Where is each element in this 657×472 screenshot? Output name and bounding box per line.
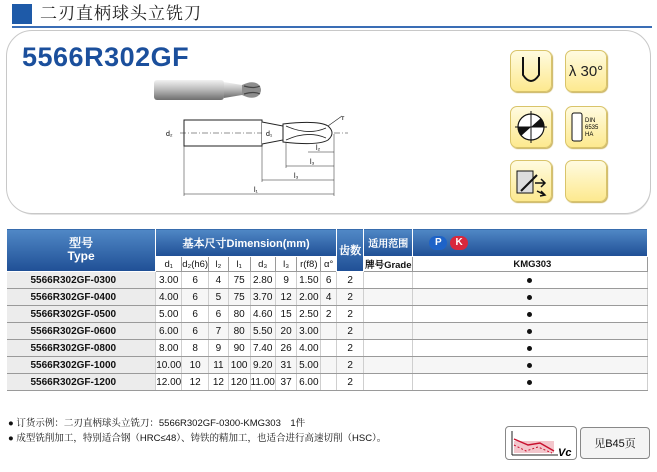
col-r: r(f8)	[297, 257, 321, 272]
cell-r: 1.50	[297, 272, 321, 289]
p-badge: P	[429, 236, 447, 250]
cell-kmg303	[413, 272, 648, 289]
cell-alpha: 6	[321, 272, 337, 289]
cell-d3: 3.70	[250, 289, 275, 306]
availability-dot	[527, 363, 532, 368]
cell-d2: 6	[182, 289, 209, 306]
product-model: 5566R302GF	[22, 42, 190, 72]
col-l3: l₃	[275, 257, 297, 272]
milling-direction-icon	[510, 160, 552, 202]
cell-kmg303	[413, 374, 648, 391]
table-row	[7, 272, 648, 289]
cell-l1: 75	[228, 272, 250, 289]
technical-drawing	[158, 112, 368, 204]
din-line-1: DIN	[585, 118, 596, 124]
cell-teeth: 2	[336, 272, 363, 289]
dimension-header: 基本尺寸Dimension(mm)	[156, 229, 337, 257]
spec-table	[6, 228, 648, 391]
grade-header: 牌号Grade	[364, 257, 413, 272]
label-d2: d₂	[166, 131, 173, 138]
table-row	[7, 340, 648, 357]
cell-l1: 120	[228, 374, 250, 391]
label-l3: l₃	[310, 159, 315, 166]
label-d1: d₁	[266, 131, 273, 138]
grade-kmg303: KMG303	[413, 257, 648, 272]
cell-teeth: 2	[336, 357, 363, 374]
cell-l3: 12	[275, 289, 297, 306]
table-row	[7, 357, 648, 374]
cell-grade	[364, 306, 413, 323]
cell-grade	[364, 340, 413, 357]
cell-d1: 6.00	[156, 323, 182, 340]
cell-d2: 12	[182, 374, 209, 391]
cell-l2: 11	[209, 357, 229, 374]
cell-d1: 8.00	[156, 340, 182, 357]
cell-d1: 12.00	[156, 374, 182, 391]
notes	[8, 416, 386, 446]
cell-l3: 26	[275, 340, 297, 357]
vc-label: Vc	[558, 447, 572, 459]
application-note: ● 成型铣削加工，特别适合钢（HRC≤48）、铸铁的精加工，也适合进行高速切削（HSC）。	[8, 433, 387, 444]
cell-l3: 31	[275, 357, 297, 374]
type-header	[7, 229, 156, 272]
cell-d2: 10	[182, 357, 209, 374]
table-row	[7, 289, 648, 306]
cell-d3: 2.80	[250, 272, 275, 289]
cell-teeth: 2	[336, 323, 363, 340]
din-shank-icon	[565, 106, 607, 148]
see-page-link[interactable]: 见B45页	[580, 427, 650, 459]
cell-d1: 10.00	[156, 357, 182, 374]
material-header	[413, 229, 648, 257]
cell-d2: 6	[182, 272, 209, 289]
row-code: 5566R302GF-0600	[7, 323, 156, 340]
cell-d3: 7.40	[250, 340, 275, 357]
table-row	[7, 323, 648, 340]
label-r: r	[342, 115, 345, 122]
cell-d3: 9.20	[250, 357, 275, 374]
header-divider	[12, 26, 652, 28]
cutting-speed-icon	[506, 427, 576, 459]
cell-d1: 3.00	[156, 272, 182, 289]
cell-grade	[364, 289, 413, 306]
cell-l2: 6	[209, 306, 229, 323]
col-d3: d₃	[250, 257, 275, 272]
cell-kmg303	[413, 323, 648, 340]
cell-l3: 37	[275, 374, 297, 391]
row-code: 5566R302GF-0500	[7, 306, 156, 323]
col-alpha: α°	[321, 257, 337, 272]
type-header-cn: 型号	[69, 236, 94, 250]
cell-d1: 4.00	[156, 289, 182, 306]
ball-nose-icon	[510, 50, 552, 92]
cell-alpha: 2	[321, 306, 337, 323]
row-code: 5566R302GF-0400	[7, 289, 156, 306]
cell-grade	[364, 357, 413, 374]
cell-kmg303	[413, 357, 648, 374]
helix-angle-icon: λ 30°	[565, 50, 607, 92]
cell-l1: 80	[228, 323, 250, 340]
cell-l2: 12	[209, 374, 229, 391]
availability-dot	[527, 295, 532, 300]
cell-grade	[364, 272, 413, 289]
col-d1: d₁	[156, 257, 182, 272]
din-line-3: HA	[585, 132, 594, 138]
cell-d2: 6	[182, 306, 209, 323]
cell-l3: 15	[275, 306, 297, 323]
cell-l2: 9	[209, 340, 229, 357]
cell-grade	[364, 374, 413, 391]
cell-r: 6.00	[297, 374, 321, 391]
cell-l1: 90	[228, 340, 250, 357]
cell-kmg303	[413, 340, 648, 357]
cell-l2: 7	[209, 323, 229, 340]
flute-section-icon	[510, 106, 552, 148]
availability-dot	[527, 380, 532, 385]
label-l2: l₂	[316, 145, 321, 152]
cell-r: 4.00	[297, 340, 321, 357]
cell-teeth: 2	[336, 289, 363, 306]
table-row	[7, 374, 648, 391]
cell-d2: 6	[182, 323, 209, 340]
cell-r: 2.50	[297, 306, 321, 323]
availability-dot	[527, 346, 532, 351]
label-l3b: l₃	[294, 173, 299, 180]
teeth-header: 齿数	[336, 229, 363, 272]
cell-r: 5.00	[297, 357, 321, 374]
tool-photo	[150, 72, 280, 112]
page-title: 二刃直柄球头立铣刀	[40, 4, 202, 23]
label-l1: l₁	[254, 187, 258, 194]
cell-alpha	[321, 357, 337, 374]
cell-r: 3.00	[297, 323, 321, 340]
empty-icon-slot	[565, 160, 607, 202]
cell-r: 2.00	[297, 289, 321, 306]
cell-l2: 5	[209, 289, 229, 306]
col-d2: d₂(h6)	[182, 258, 209, 270]
cell-kmg303	[413, 289, 648, 306]
row-code: 5566R302GF-0800	[7, 340, 156, 357]
cell-teeth: 2	[336, 306, 363, 323]
cell-teeth: 2	[336, 374, 363, 391]
cell-d3: 5.50	[250, 323, 275, 340]
cell-l1: 75	[228, 289, 250, 306]
cell-grade	[364, 323, 413, 340]
availability-dot	[527, 329, 532, 334]
cell-alpha	[321, 323, 337, 340]
cell-l3: 20	[275, 323, 297, 340]
cell-alpha: 4	[321, 289, 337, 306]
cell-kmg303	[413, 306, 648, 323]
table-row	[7, 306, 648, 323]
k-badge: K	[450, 236, 468, 250]
col-l1: l₁	[228, 257, 250, 272]
cell-l3: 9	[275, 272, 297, 289]
cell-l2: 4	[209, 272, 229, 289]
cell-d1: 5.00	[156, 306, 182, 323]
row-code: 5566R302GF-0300	[7, 272, 156, 289]
order-example-note: ● 订货示例：二刃直柄球头立铣刀：5566R302GF-0300-KMG303 1件	[8, 418, 306, 429]
din-line-2: 6535	[585, 125, 599, 131]
usage-header: 适用范围	[364, 229, 413, 257]
cell-alpha	[321, 374, 337, 391]
cell-teeth: 2	[336, 340, 363, 357]
cell-alpha	[321, 340, 337, 357]
availability-dot	[527, 278, 532, 283]
cell-d2: 8	[182, 340, 209, 357]
section-marker	[12, 4, 32, 24]
cell-d3: 4.60	[250, 306, 275, 323]
cell-d3: 11.00	[250, 374, 275, 391]
col-l2: l₂	[209, 257, 229, 272]
cell-l1: 100	[228, 357, 250, 374]
type-header-en: Type	[67, 249, 95, 263]
cutting-speed-badge	[505, 426, 577, 460]
cell-l1: 80	[228, 306, 250, 323]
row-code: 5566R302GF-1000	[7, 357, 156, 374]
row-code: 5566R302GF-1200	[7, 374, 156, 391]
availability-dot	[527, 312, 532, 317]
